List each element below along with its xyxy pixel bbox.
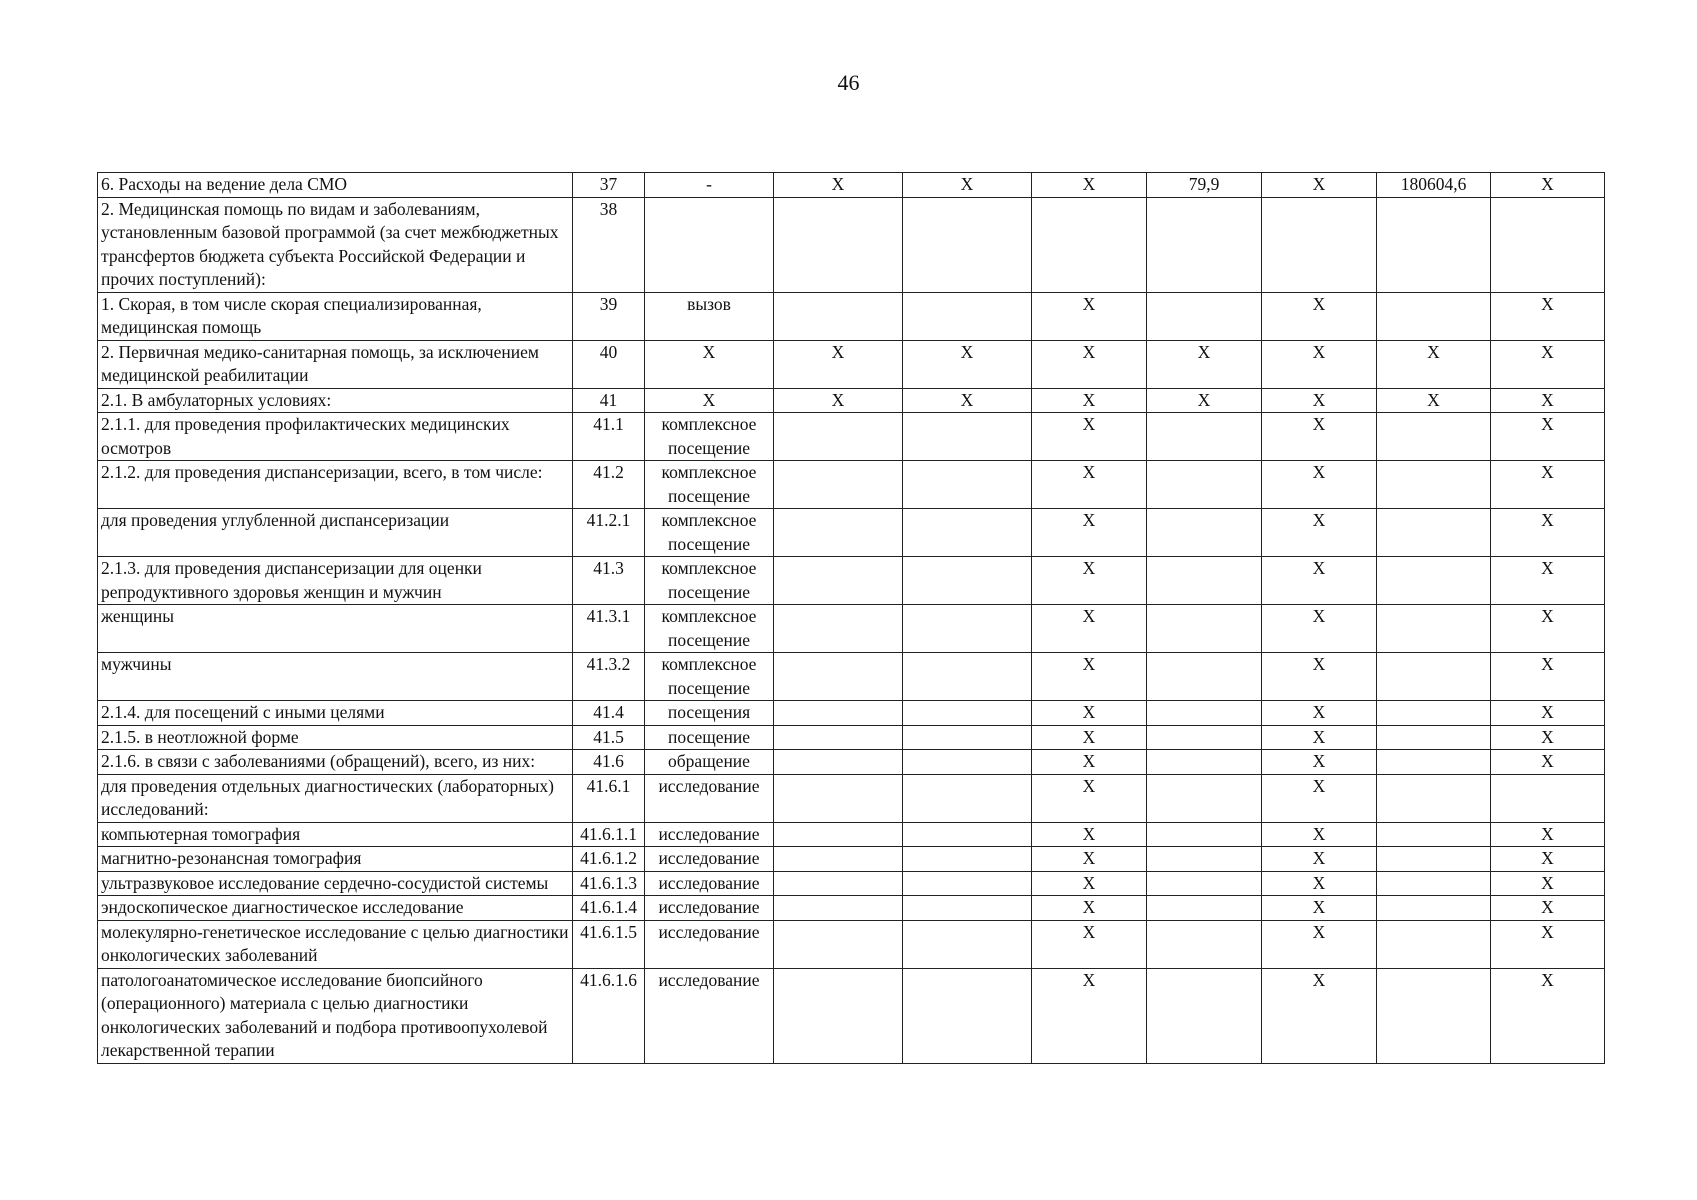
unit-cell — [645, 197, 774, 292]
table-row — [98, 197, 1605, 292]
table-row — [98, 968, 1605, 1063]
value-cell: X — [1032, 920, 1147, 968]
value-cell — [1147, 557, 1262, 605]
value-cell — [1377, 557, 1491, 605]
value-cell — [1377, 774, 1491, 822]
value-cell — [903, 461, 1032, 509]
row-label-cell: 2.1.5. в неотложной форме — [98, 725, 573, 750]
value-cell: X — [1491, 822, 1605, 847]
table-row — [98, 292, 1605, 340]
value-cell — [903, 605, 1032, 653]
value-cell — [1491, 197, 1605, 292]
row-label-cell: эндоскопическое диагностическое исследование — [98, 896, 573, 921]
row-number-cell: 41.2.1 — [573, 509, 645, 557]
value-cell — [903, 725, 1032, 750]
value-cell — [774, 605, 903, 653]
value-cell: X — [1262, 920, 1377, 968]
value-cell: X — [1262, 292, 1377, 340]
unit-cell: комплексное посещение — [645, 557, 774, 605]
value-cell — [774, 725, 903, 750]
value-cell — [1377, 896, 1491, 921]
row-number-cell: 41.5 — [573, 725, 645, 750]
row-number-cell: 41.4 — [573, 701, 645, 726]
value-cell: X — [1491, 292, 1605, 340]
table-row — [98, 920, 1605, 968]
table-row — [98, 701, 1605, 726]
value-cell: X — [1032, 847, 1147, 872]
value-cell — [1377, 968, 1491, 1063]
table-row — [98, 896, 1605, 921]
row-number-cell: 41 — [573, 388, 645, 413]
value-cell: X — [1491, 173, 1605, 198]
value-cell: 180604,6 — [1377, 173, 1491, 198]
value-cell: X — [1491, 605, 1605, 653]
value-cell — [774, 557, 903, 605]
row-label-cell: компьютерная томография — [98, 822, 573, 847]
unit-cell: X — [645, 388, 774, 413]
value-cell: X — [1032, 968, 1147, 1063]
value-cell — [1147, 509, 1262, 557]
value-cell — [903, 197, 1032, 292]
row-number-cell: 41.2 — [573, 461, 645, 509]
value-cell — [1377, 750, 1491, 775]
value-cell — [774, 774, 903, 822]
unit-cell: комплексное посещение — [645, 605, 774, 653]
value-cell — [1147, 774, 1262, 822]
value-cell — [1377, 847, 1491, 872]
value-cell — [1147, 197, 1262, 292]
value-cell: X — [1262, 774, 1377, 822]
row-label-cell: 2.1.1. для проведения профилактических медицинских осмотров — [98, 413, 573, 461]
value-cell: X — [774, 388, 903, 413]
value-cell — [774, 822, 903, 847]
value-cell: X — [1491, 920, 1605, 968]
value-cell — [774, 292, 903, 340]
table-row — [98, 725, 1605, 750]
value-cell: X — [1491, 871, 1605, 896]
unit-cell: исследование — [645, 896, 774, 921]
value-cell — [774, 413, 903, 461]
row-label-cell: молекулярно-генетическое исследование с целью диагностики онкологических заболеваний — [98, 920, 573, 968]
value-cell — [1377, 822, 1491, 847]
unit-cell: исследование — [645, 968, 774, 1063]
value-cell — [1147, 920, 1262, 968]
value-cell — [903, 822, 1032, 847]
row-label-cell: для проведения отдельных диагностических (лабораторных) исследований: — [98, 774, 573, 822]
unit-cell: посещения — [645, 701, 774, 726]
unit-cell: обращение — [645, 750, 774, 775]
row-number-cell: 39 — [573, 292, 645, 340]
value-cell: X — [1032, 461, 1147, 509]
value-cell — [1147, 822, 1262, 847]
value-cell: X — [1491, 968, 1605, 1063]
page-number: 46 — [837, 70, 860, 95]
table-row — [98, 653, 1605, 701]
value-cell — [774, 461, 903, 509]
row-label-cell: 2.1.3. для проведения диспансеризации для оценки репродуктивного здоровья женщин и мужчин — [98, 557, 573, 605]
value-cell: X — [1262, 413, 1377, 461]
value-cell: X — [1032, 413, 1147, 461]
value-cell: X — [1491, 750, 1605, 775]
table-body — [98, 173, 1605, 1064]
row-label-cell: 2.1.6. в связи с заболеваниями (обращений), всего, из них: — [98, 750, 573, 775]
unit-cell: комплексное посещение — [645, 653, 774, 701]
row-label-cell: 2. Медицинская помощь по видам и заболеваниям, установленным базовой программой (за счет межбюджетных трансфертов бюджета субъекта Российской Федерации и прочих поступлений): — [98, 197, 573, 292]
row-number-cell: 41.6.1 — [573, 774, 645, 822]
table-row — [98, 605, 1605, 653]
value-cell — [1147, 847, 1262, 872]
unit-cell: комплексное посещение — [645, 461, 774, 509]
value-cell — [903, 509, 1032, 557]
row-label-cell: 2.1.2. для проведения диспансеризации, всего, в том числе: — [98, 461, 573, 509]
table-row — [98, 557, 1605, 605]
value-cell — [774, 653, 903, 701]
row-label-cell: 2.1. В амбулаторных условиях: — [98, 388, 573, 413]
value-cell: X — [1262, 340, 1377, 388]
value-cell — [774, 968, 903, 1063]
value-cell: X — [1262, 461, 1377, 509]
value-cell: X — [1491, 896, 1605, 921]
row-label-cell: женщины — [98, 605, 573, 653]
value-cell: X — [1491, 461, 1605, 509]
row-label-cell: 6. Расходы на ведение дела СМО — [98, 173, 573, 198]
value-cell — [903, 292, 1032, 340]
value-cell — [1147, 413, 1262, 461]
value-cell — [1147, 653, 1262, 701]
value-cell: X — [1262, 173, 1377, 198]
row-number-cell: 41.3.2 — [573, 653, 645, 701]
value-cell: X — [1377, 340, 1491, 388]
table-row — [98, 413, 1605, 461]
table-row — [98, 173, 1605, 198]
table-row — [98, 509, 1605, 557]
row-number-cell: 40 — [573, 340, 645, 388]
value-cell — [774, 509, 903, 557]
value-cell: X — [1032, 774, 1147, 822]
value-cell — [774, 847, 903, 872]
value-cell: X — [1262, 725, 1377, 750]
value-cell: X — [1491, 725, 1605, 750]
value-cell — [1377, 871, 1491, 896]
unit-cell: посещение — [645, 725, 774, 750]
row-label-cell: мужчины — [98, 653, 573, 701]
row-number-cell: 37 — [573, 173, 645, 198]
value-cell — [1147, 605, 1262, 653]
value-cell: X — [1491, 653, 1605, 701]
row-label-cell: 2. Первичная медико-санитарная помощь, за исключением медицинской реабилитации — [98, 340, 573, 388]
value-cell — [903, 750, 1032, 775]
value-cell — [903, 920, 1032, 968]
value-cell: X — [1262, 847, 1377, 872]
row-number-cell: 41.1 — [573, 413, 645, 461]
unit-cell: комплексное посещение — [645, 413, 774, 461]
row-number-cell: 41.6.1.3 — [573, 871, 645, 896]
value-cell: X — [1491, 847, 1605, 872]
value-cell: X — [1491, 557, 1605, 605]
table-row — [98, 871, 1605, 896]
row-number-cell: 41.6.1.2 — [573, 847, 645, 872]
value-cell — [1147, 896, 1262, 921]
value-cell: X — [1491, 388, 1605, 413]
table-row — [98, 847, 1605, 872]
value-cell: X — [1262, 871, 1377, 896]
value-cell — [903, 413, 1032, 461]
value-cell: X — [1262, 509, 1377, 557]
value-cell — [1147, 750, 1262, 775]
unit-cell: X — [645, 340, 774, 388]
value-cell — [1147, 701, 1262, 726]
value-cell: X — [1032, 340, 1147, 388]
value-cell — [903, 847, 1032, 872]
value-cell: 79,9 — [1147, 173, 1262, 198]
value-cell: X — [1147, 340, 1262, 388]
value-cell: X — [1032, 871, 1147, 896]
value-cell — [1377, 413, 1491, 461]
value-cell: X — [1032, 653, 1147, 701]
row-number-cell: 41.6 — [573, 750, 645, 775]
row-label-cell: для проведения углубленной диспансеризации — [98, 509, 573, 557]
value-cell: X — [1147, 388, 1262, 413]
table-row — [98, 388, 1605, 413]
value-cell: X — [1262, 653, 1377, 701]
value-cell — [1377, 292, 1491, 340]
value-cell — [903, 653, 1032, 701]
unit-cell: исследование — [645, 920, 774, 968]
value-cell: X — [1491, 509, 1605, 557]
value-cell: X — [1262, 822, 1377, 847]
value-cell — [1147, 292, 1262, 340]
value-cell — [903, 557, 1032, 605]
value-cell — [1032, 197, 1147, 292]
value-cell: X — [1032, 292, 1147, 340]
value-cell — [1147, 871, 1262, 896]
table-row — [98, 774, 1605, 822]
value-cell: X — [1032, 750, 1147, 775]
row-number-cell: 38 — [573, 197, 645, 292]
row-label-cell: патологоанатомическое исследование биопсийного (операционного) материала с целью диагностики онкологических заболеваний и подбора противоопухолевой лекарственной терапии — [98, 968, 573, 1063]
value-cell: X — [774, 173, 903, 198]
unit-cell: комплексное посещение — [645, 509, 774, 557]
unit-cell: исследование — [645, 847, 774, 872]
value-cell — [774, 701, 903, 726]
value-cell — [774, 871, 903, 896]
value-cell — [1377, 461, 1491, 509]
value-cell: X — [1262, 701, 1377, 726]
value-cell: X — [1032, 509, 1147, 557]
value-cell — [1377, 725, 1491, 750]
value-cell — [903, 774, 1032, 822]
value-cell: X — [1032, 701, 1147, 726]
value-cell — [1377, 701, 1491, 726]
row-label-cell: 2.1.4. для посещений с иными целями — [98, 701, 573, 726]
value-cell: X — [1032, 725, 1147, 750]
row-number-cell: 41.6.1.4 — [573, 896, 645, 921]
value-cell: X — [1032, 896, 1147, 921]
unit-cell: исследование — [645, 822, 774, 847]
value-cell: X — [1032, 388, 1147, 413]
value-cell: X — [1262, 388, 1377, 413]
table-row — [98, 340, 1605, 388]
value-cell — [1491, 774, 1605, 822]
data-table — [97, 172, 1605, 1064]
unit-cell: исследование — [645, 871, 774, 896]
value-cell — [903, 701, 1032, 726]
row-label-cell: магнитно-резонансная томография — [98, 847, 573, 872]
row-number-cell: 41.6.1.6 — [573, 968, 645, 1063]
unit-cell: - — [645, 173, 774, 198]
value-cell — [1377, 920, 1491, 968]
value-cell: X — [903, 173, 1032, 198]
value-cell: X — [1032, 605, 1147, 653]
row-number-cell: 41.3 — [573, 557, 645, 605]
table-row — [98, 461, 1605, 509]
value-cell: X — [1032, 557, 1147, 605]
value-cell — [903, 896, 1032, 921]
value-cell — [774, 896, 903, 921]
row-label-cell: ультразвуковое исследование сердечно-сосудистой системы — [98, 871, 573, 896]
value-cell: X — [1262, 968, 1377, 1063]
value-cell — [774, 920, 903, 968]
value-cell: X — [903, 340, 1032, 388]
value-cell: X — [1262, 605, 1377, 653]
row-number-cell: 41.6.1.5 — [573, 920, 645, 968]
value-cell — [1147, 725, 1262, 750]
row-number-cell: 41.3.1 — [573, 605, 645, 653]
value-cell — [1377, 605, 1491, 653]
value-cell — [1377, 197, 1491, 292]
value-cell: X — [1032, 822, 1147, 847]
value-cell — [1377, 653, 1491, 701]
row-number-cell: 41.6.1.1 — [573, 822, 645, 847]
value-cell: X — [1262, 557, 1377, 605]
value-cell: X — [1262, 750, 1377, 775]
unit-cell: вызов — [645, 292, 774, 340]
value-cell — [1377, 509, 1491, 557]
value-cell: X — [1491, 413, 1605, 461]
table-row — [98, 822, 1605, 847]
value-cell: X — [774, 340, 903, 388]
value-cell: X — [1491, 340, 1605, 388]
value-cell — [1147, 461, 1262, 509]
value-cell: X — [1262, 896, 1377, 921]
value-cell — [774, 197, 903, 292]
value-cell — [903, 871, 1032, 896]
value-cell: X — [1491, 701, 1605, 726]
value-cell — [903, 968, 1032, 1063]
row-label-cell: 1. Скорая, в том числе скорая специализированная, медицинская помощь — [98, 292, 573, 340]
unit-cell: исследование — [645, 774, 774, 822]
value-cell: X — [1377, 388, 1491, 413]
value-cell: X — [903, 388, 1032, 413]
value-cell — [1147, 968, 1262, 1063]
value-cell — [774, 750, 903, 775]
value-cell — [1262, 197, 1377, 292]
value-cell: X — [1032, 173, 1147, 198]
table-row — [98, 750, 1605, 775]
